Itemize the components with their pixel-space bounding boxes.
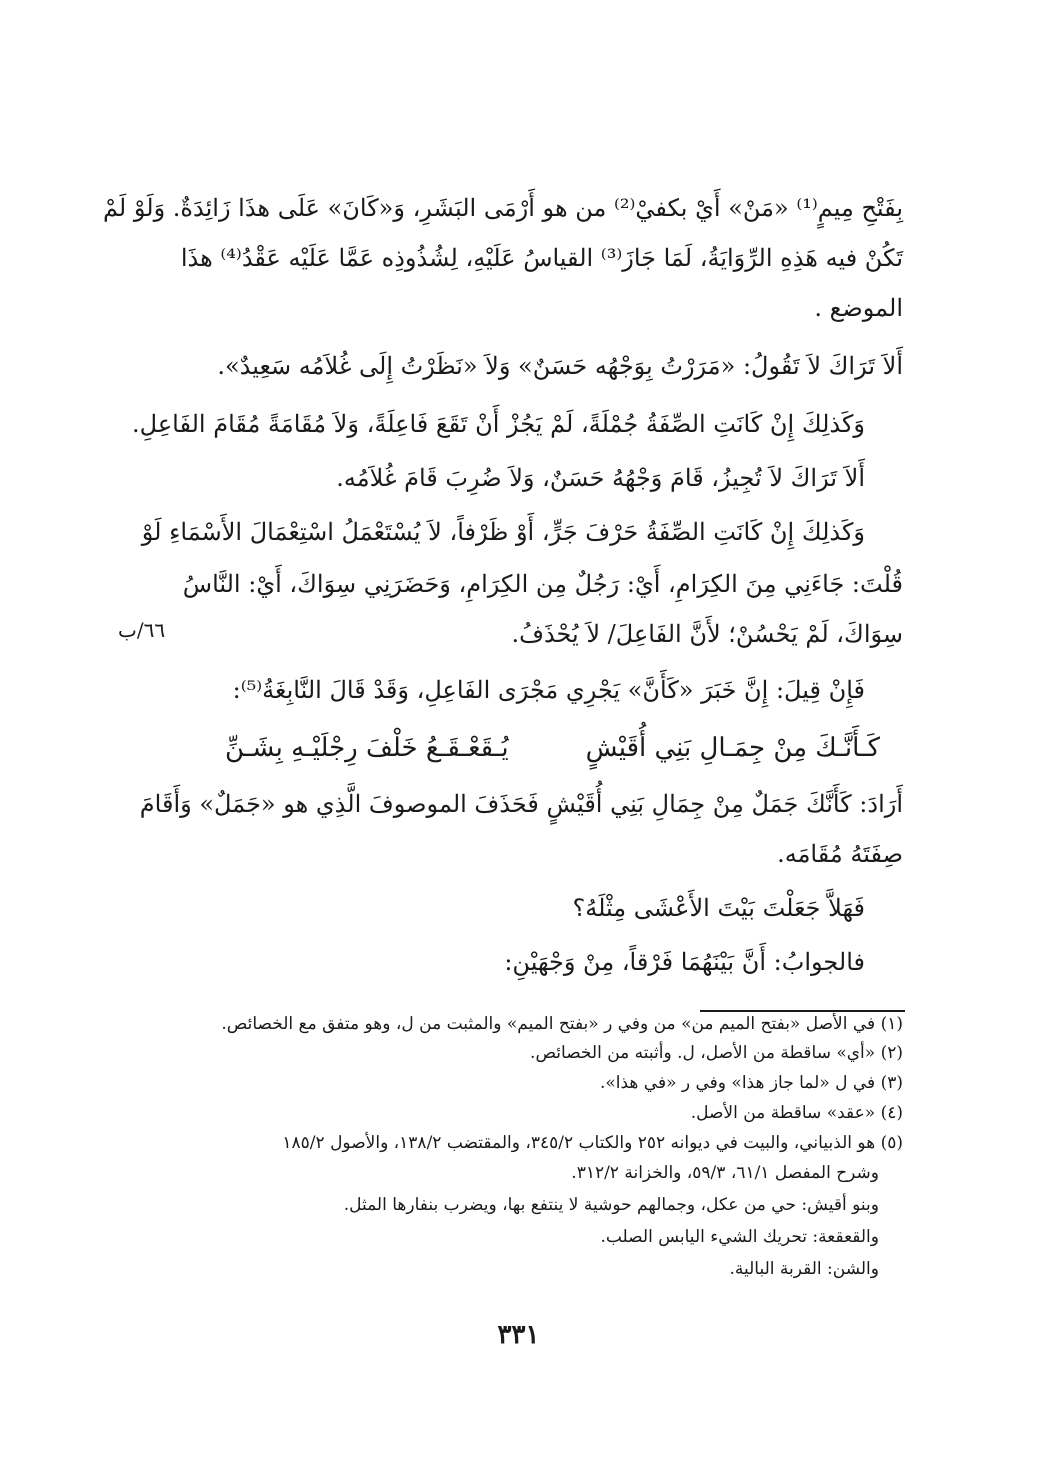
text-line: أَلاَ تَرَاكَ لاَ تُجِيزُ، قَامَ وَجْهُهُ حَسَنٌ، وَلاَ ضُرِبَ قَامَ غُلاَمُه. xyxy=(336,464,865,492)
text-line: أَلاَ تَرَاكَ لاَ تَقُولُ: «مَرَرْتُ بِوَجْهُه حَسَنٌ» وَلاَ «نَظَرْتُ إِلَى غُلاَمُه سَعِيدٌ». xyxy=(217,352,903,380)
text-line: صِفَتَهُ مُقَامَه. xyxy=(777,840,903,868)
verse-second-hemistich: يُـقَعْـقَـعُ خَلْفَ رِجْلَيْـهِ بِشَـنِّ xyxy=(225,733,509,763)
footnote-continuation: وبنو أقيش: حي من عكل، وجمالهم حوشية لا ينتفع بها، ويضرب بنفارها المثل. xyxy=(343,1195,879,1215)
text-line: فَهَلاَّ جَعَلْتَ بَيْتَ الأَعْشَى مِثْلَهُ؟ xyxy=(572,894,865,922)
footnote: (٢) «أي» ساقطة من الأصل، ل. وأثبته من الخصائص. xyxy=(530,1043,903,1063)
text-line: أَرَادَ: كَأَنَّكَ جَمَلٌ مِنْ جِمَالِ بَنِي أُقَيْشٍ فَحَذَفَ الموصوفَ الَّذِي هو «جَمَلٌ» وَأَقَامَ xyxy=(139,790,903,818)
footnote: (١) في الأصل «بفتح الميم من» من وفي ر «بفتح الميم» والمثبت من ل، وهو متفق مع الخصائص. xyxy=(221,1014,903,1034)
footnote-continuation: والقعقعة: تحريك الشيء اليابس الصلب. xyxy=(600,1227,879,1247)
footnote: (٤) «عقد» ساقطة من الأصل. xyxy=(690,1103,903,1123)
poetry-verse xyxy=(225,733,880,779)
text-line: الموضع . xyxy=(814,294,903,322)
page-number: ٣٣١ xyxy=(497,1320,540,1350)
text-line: فالجوابُ: أَنَّ بَيْنَهُمَا فَرْقاً، مِنْ وَجْهَيْنِ: xyxy=(504,948,865,976)
verse-first-hemistich: كَـأَنَّـكَ مِنْ جِمَـالِ بَنِي أُقَيْشٍ xyxy=(585,733,880,763)
text-line: قُلْتَ: جَاءَنِي مِنَ الكِرَامِ، أَيْ: رَجُلٌ مِن الكِرَامِ، وَحَضَرَنِي سِوَاكَ، أَيْ: النَّاسُ xyxy=(182,570,903,598)
text-line: سِوَاكَ، لَمْ يَحْسُنْ؛ لأَنَّ الفَاعِلَ/ لاَ يُحْذَفُ. xyxy=(511,620,903,648)
footnote: (٥) هو الذبياني، والبيت في ديوانه ٢٥٢ والكتاب ٣٤٥/٢، والمقتضب ١٣٨/٢، والأصول ١٨٥/٢ xyxy=(282,1133,903,1153)
text-line: تَكُنْ فيه هَذِهِ الرِّوَايَةُ، لَمَا جَازَ⁽³⁾ القياسُ عَلَيْهِ، لِشُذُوذِه عَمَّا عَلَيْه عَقْدُ⁽⁴⁾ هذَا xyxy=(180,244,903,272)
margin-folio-note: ٦٦/ب xyxy=(118,618,166,642)
footnote-continuation: وشرح المفصل ٦١/١، ٥٩/٣، والخزانة ٣١٢/٢. xyxy=(571,1163,879,1183)
footnote: (٣) في ل «لما جاز هذا» وفي ر «في هذا». xyxy=(599,1073,903,1093)
footnote-continuation: والشن: القربة البالية. xyxy=(729,1259,879,1279)
text-line: وَكَذلِكَ إِنْ كَانَتِ الصِّفَةُ جُمْلَةً، لَمْ يَجُزْ أَنْ تَقَعَ فَاعِلَةً، وَلاَ مُقَامَةً مُقَامَ الفَاعِلِ. xyxy=(132,410,865,438)
text-line: بِفَتْحِ مِيمٍ⁽¹⁾ «مَنْ» أَيْ بكفيْ⁽²⁾ من هو أَرْمَى البَشَرِ، وَ«كَانَ» عَلَى هذَا زَائِدَةٌ. وَلَوْ لَمْ xyxy=(102,194,903,222)
text-line: وَكَذلِكَ إِنْ كَانَتِ الصِّفَةُ حَرْفَ جَرٍّ، أَوْ ظَرْفاً، لاَ يُسْتَعْمَلُ اسْتِعْمَالَ الأَسْمَاءِ لَوْ xyxy=(141,518,865,546)
text-line: فَإِنْ قِيلَ: إِنَّ خَبَرَ «كَأَنَّ» يَجْرِي مَجْرَى الفَاعِلِ، وَقَدْ قَالَ النَّابِغَةُ⁽⁵⁾: xyxy=(232,676,865,704)
